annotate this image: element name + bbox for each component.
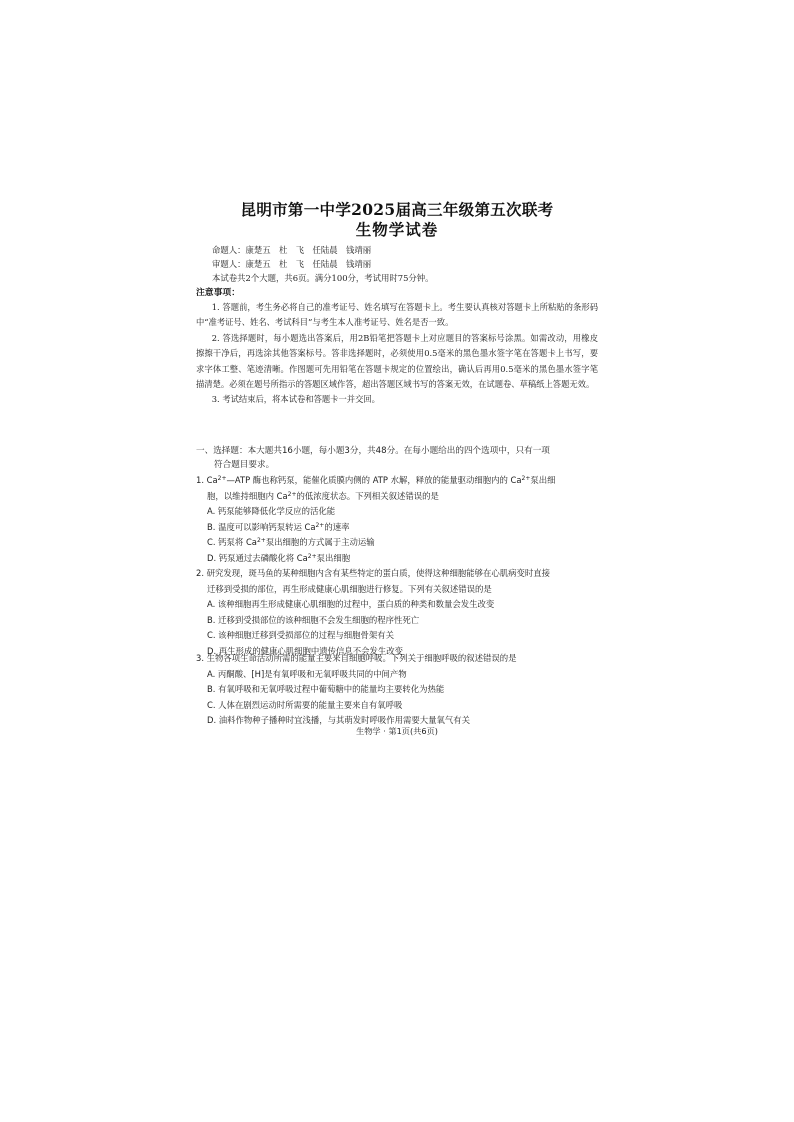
option-b: B. 温度可以影响钙泵转运 $Ca^{2+}$的速率	[207, 521, 350, 532]
option-a: A. 钙泵能够降低化学反应的活化能	[207, 506, 336, 517]
exam-meta	[212, 243, 434, 285]
option-a: A. 丙酮酸、[H]是有氧呼吸和无氧呼吸共同的中间产物	[207, 668, 407, 679]
option-b: B. 有氧呼吸和无氧呼吸过程中葡萄糖中的能量均主要转化为热能	[207, 684, 445, 695]
question-stem: 胞，以维持细胞内 $Ca^{2+}$的低浓度状态。下列相关叙述错误的是	[207, 490, 439, 501]
section-heading	[196, 444, 600, 472]
proposers-line: 命题人：康楚五 杜 飞 任陆晨 钱靖丽	[212, 245, 372, 255]
notice-item: 1. 答题前，考生务必将自己的准考证号、姓名填写在答题卡上。考生要认真核对答题卡上所粘贴的条形码中“准考证号、姓名、考试科目”与考生本人准考证号、姓名是否一致。	[196, 302, 598, 328]
option-c: C. 人体在剧烈运动时所需要的能量主要来自有氧呼吸	[207, 699, 403, 710]
exam-title: 昆明市第一中学2025届高三年级第五次联考	[240, 200, 554, 219]
option-b: B. 迁移到受损部位的该种细胞不会发生细胞的程序性死亡	[207, 614, 420, 625]
option-d: D. 油料作物种子播种时宜浅播，与其萌发时呼吸作用需要大量氧气有关	[207, 715, 471, 726]
question-stem: 2. 研究发现，斑马鱼的某种细胞内含有某些特定的蛋白质，使得这种细胞能够在心肌病变时直接	[196, 568, 551, 578]
question-stem: 1. $Ca^{2+}—ATP$ 酶也称钙泵，能催化质膜内侧的 ATP 水解，释放的能量驱动细胞内的 $Ca^{2+}$泵出细	[196, 475, 556, 485]
question-stem: 迁移到受损的部位，再生形成健康心肌细胞进行修复。下列有关叙述错误的是	[207, 583, 492, 594]
page-footer: 生物学 · 第1页(共6页)	[356, 726, 438, 736]
option-c: C. 钙泵将 $Ca^{2+}$泵出细胞的方式属于主动运输	[207, 537, 375, 548]
notice-heading: 注意事项：	[196, 288, 240, 298]
question-stem: 3. 生物各项生命活动所需的能量主要来自细胞呼吸。下列关于细胞呼吸的叙述错误的是	[196, 653, 517, 663]
option-c: C. 该种细胞迁移到受损部位的过程与细胞骨架有关	[207, 630, 395, 641]
question-1	[196, 473, 600, 567]
section-heading-line: 符合题目要求。	[214, 460, 275, 470]
notice-item: 2. 答选择题时，每小题选出答案后，用2B铅笔把答题卡上对应题目的答案标号涂黑。如需改动，用橡皮擦擦干净后，再选涂其他答案标号。答非选择题时，必须使用0.5毫米的黑色墨水签字笔在答题卡上书写，要求字体工整、笔迹清晰。作图题可先用铅笔在答题卡规定的位置绘出，确认后再用0.5毫米的黑色墨水签字笔描清楚。必须在题号所指示的答题区域作答，超出答题区域书写的答案无效，在试题卷、草稿纸上答题无效。	[196, 332, 598, 390]
notice-item: 3. 考试结束后，将本试卷和答题卡一并交回。	[211, 394, 380, 405]
question-2	[196, 566, 600, 660]
option-d: D. 再生形成的健康心肌细胞中遗传信息不会发生改变	[207, 645, 404, 656]
option-d: D. 钙泵通过去磷酸化将 $Ca^{2+}$泵出细胞	[207, 552, 351, 563]
notice-list	[196, 300, 598, 408]
option-a: A. 该种细胞再生形成健康心肌细胞的过程中，蛋白质的种类和数量会发生改变	[207, 599, 495, 610]
reviewers-line: 审题人：康楚五 杜 飞 任陆晨 钱靖丽	[212, 259, 372, 269]
question-3	[196, 651, 600, 729]
section-heading-line: 一、选择题：本大题共16小题，每小题3分，共48分。在每小题给出的四个选项中，只有一项	[196, 446, 550, 456]
exam-info-line: 本试卷共2个大题，共6页。满分100分，考试用时75分钟。	[212, 273, 434, 283]
exam-subject: 生物学试卷	[355, 220, 439, 239]
